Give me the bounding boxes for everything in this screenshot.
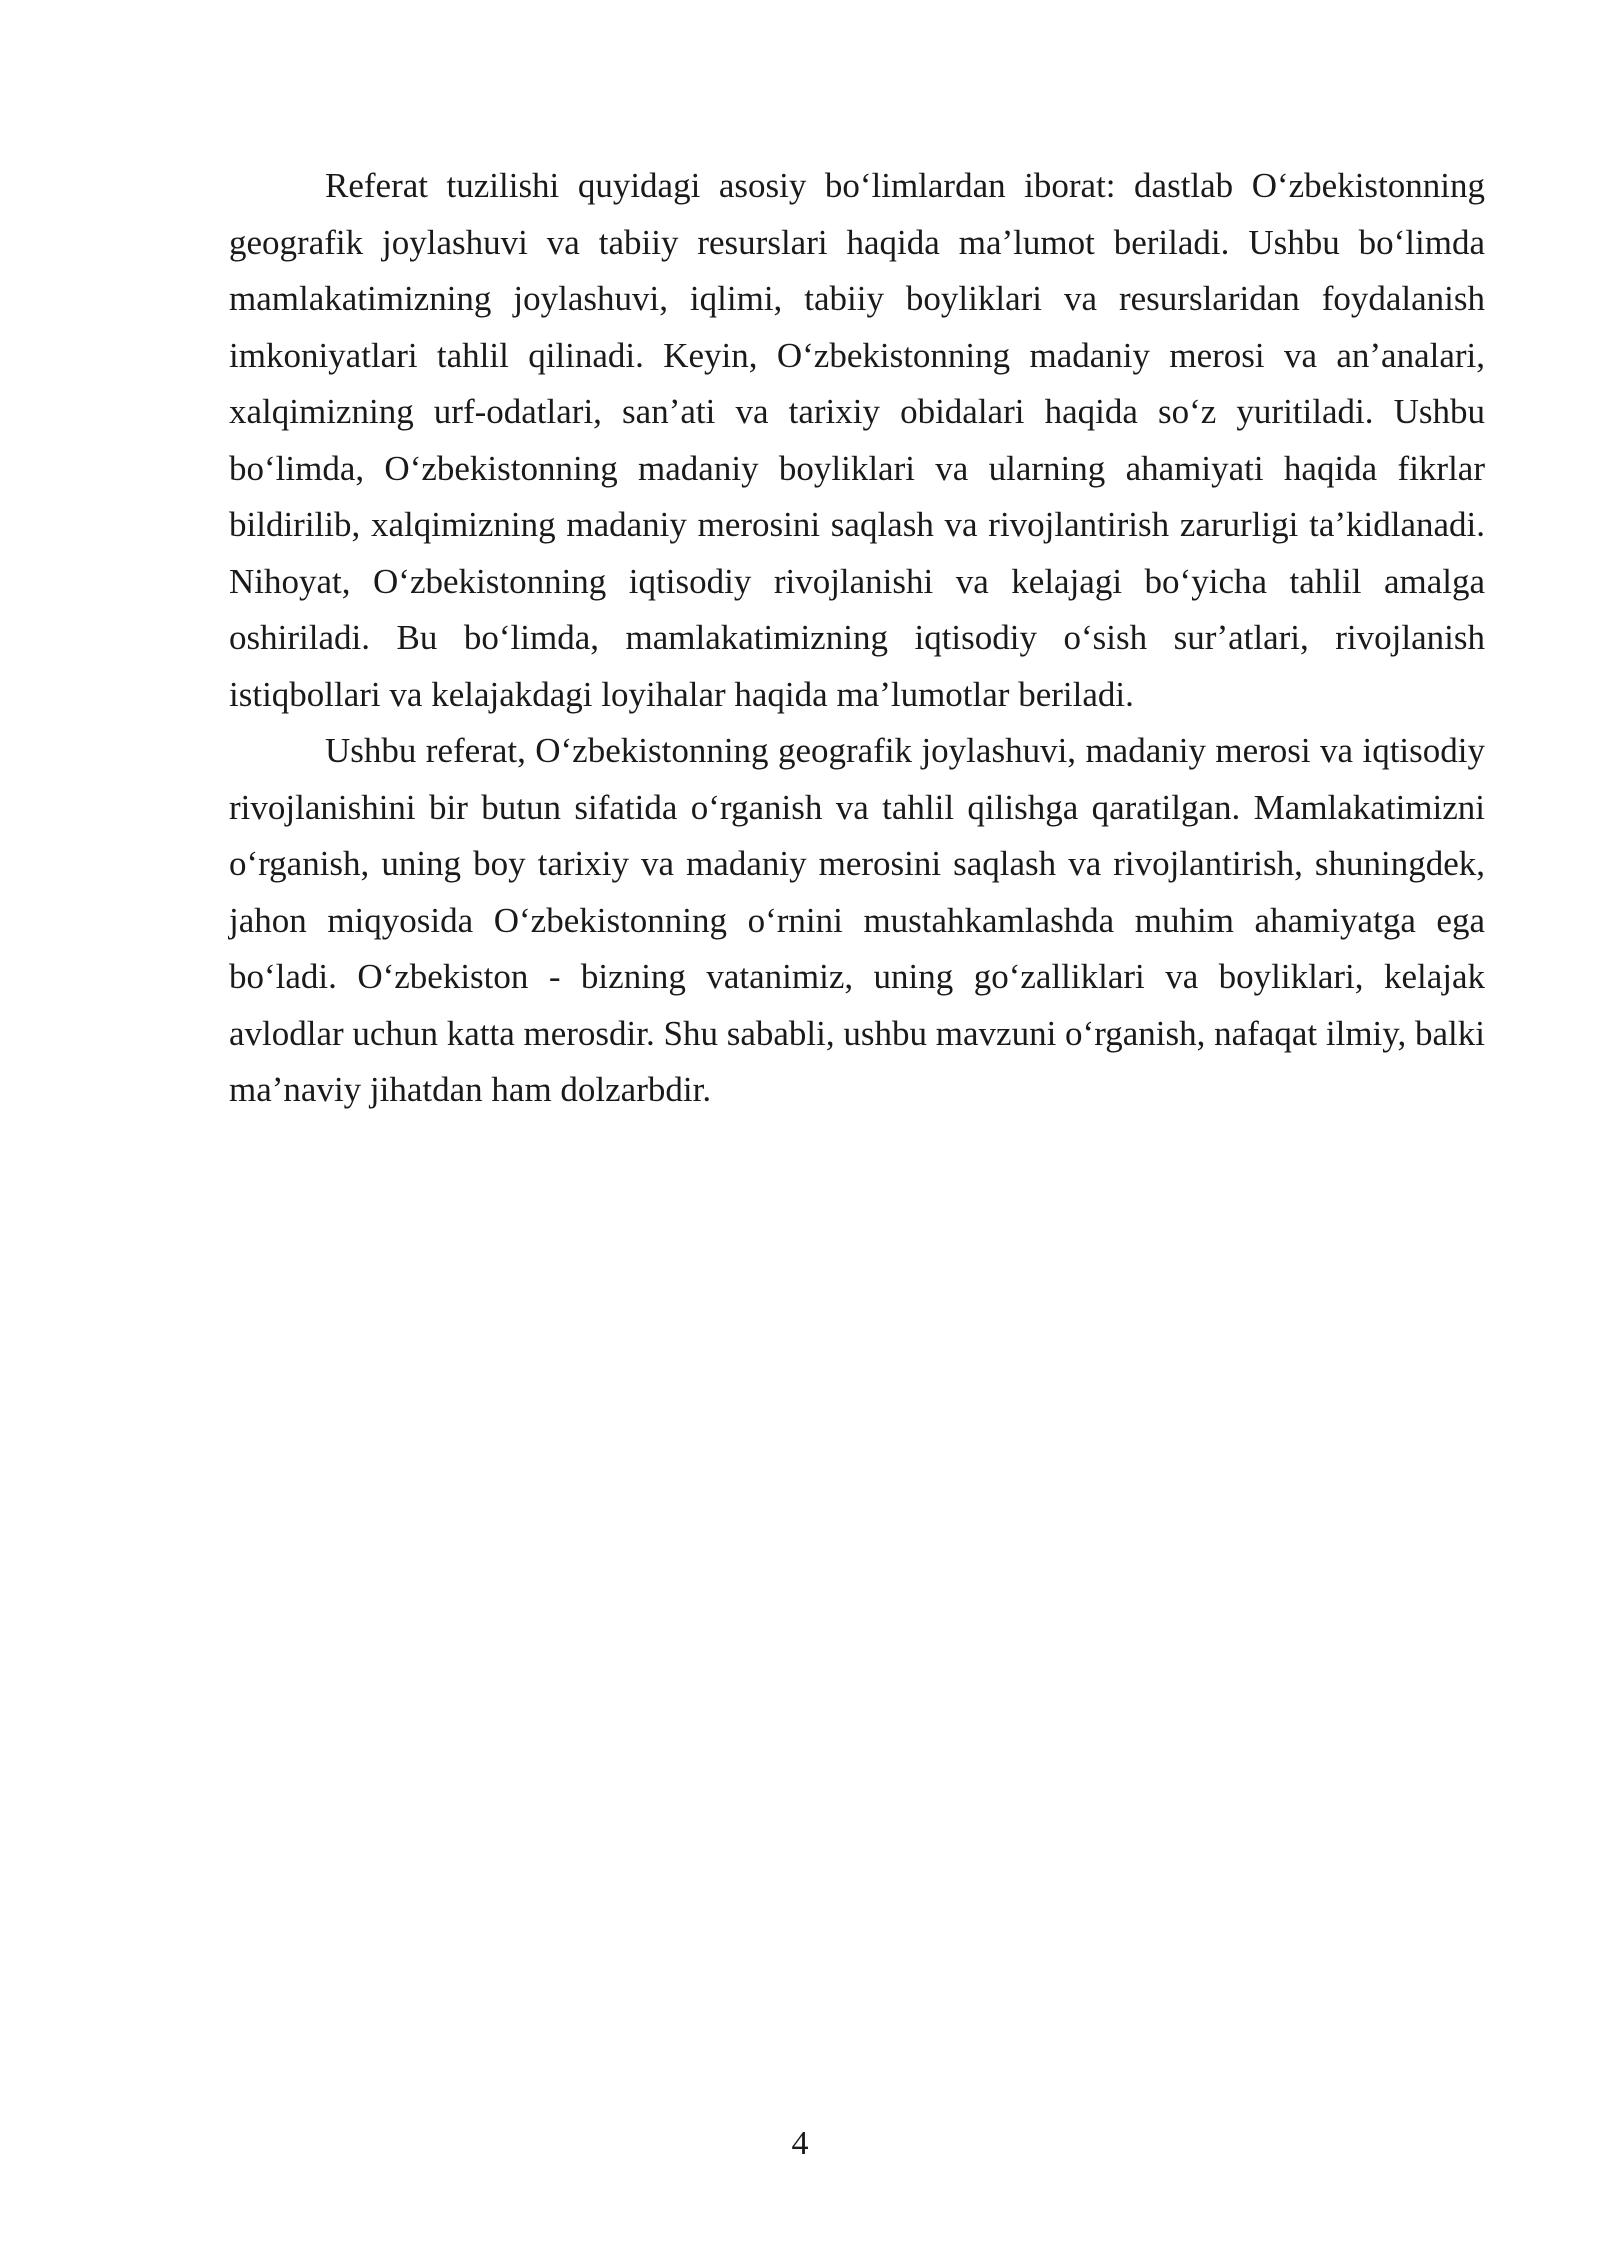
body-text xyxy=(229,158,1485,1119)
paragraph-structure: Referat tuzilishi quyidagi asosiy boʻlimlardan iborat: dastlab Oʻzbekistonning geografik joylashuvi va tabiiy resurslari haqida maʼlumot beriladi. Ushbu boʻlimda mamlakatimizning joylashuvi, iqlimi, tabiiy boyliklari va resurslaridan foydalanish imkoniyatlari tahlil qilinadi. Keyin, Oʻzbekistonning madaniy merosi va anʼanalari, xalqimizning urf-odatlari, sanʼati va tarixiy obidalari haqida soʻz yuritiladi. Ushbu boʻlimda, Oʻzbekistonning madaniy boyliklari va ularning ahamiyati haqida fikrlar bildirilib, xalqimizning madaniy merosini saqlash va rivojlantirish zarurligi taʼkidlanadi. Nihoyat, Oʻzbekistonning iqtisodiy rivojlanishi va kelajagi boʻyicha tahlil amalga oshiriladi. Bu boʻlimda, mamlakatimizning iqtisodiy oʻsish surʼatlari, rivojlanish istiqbollari va kelajakdagi loyihalar haqida maʼlumotlar beriladi. xyxy=(229,166,1485,714)
paragraph-purpose: Ushbu referat, Oʻzbekistonning geografik joylashuvi, madaniy merosi va iqtisodiy rivojlanishini bir butun sifatida oʻrganish va tahlil qilishga qaratilgan. Mamlakatimizni oʻrganish, uning boy tarixiy va madaniy merosini saqlash va rivojlantirish, shuningdek, jahon miqyosida Oʻzbekistonning oʻrnini mustahkamlashda muhim ahamiyatga ega boʻladi. Oʻzbekiston - bizning vatanimiz, uning goʻzalliklari va boyliklari, kelajak avlodlar uchun katta merosdir. Shu sababli, ushbu mavzuni oʻrganish, nafaqat ilmiy, balki maʼnaviy jihatdan ham dolzarbdir. xyxy=(229,731,1485,1109)
page-number: 4 xyxy=(791,2125,809,2162)
